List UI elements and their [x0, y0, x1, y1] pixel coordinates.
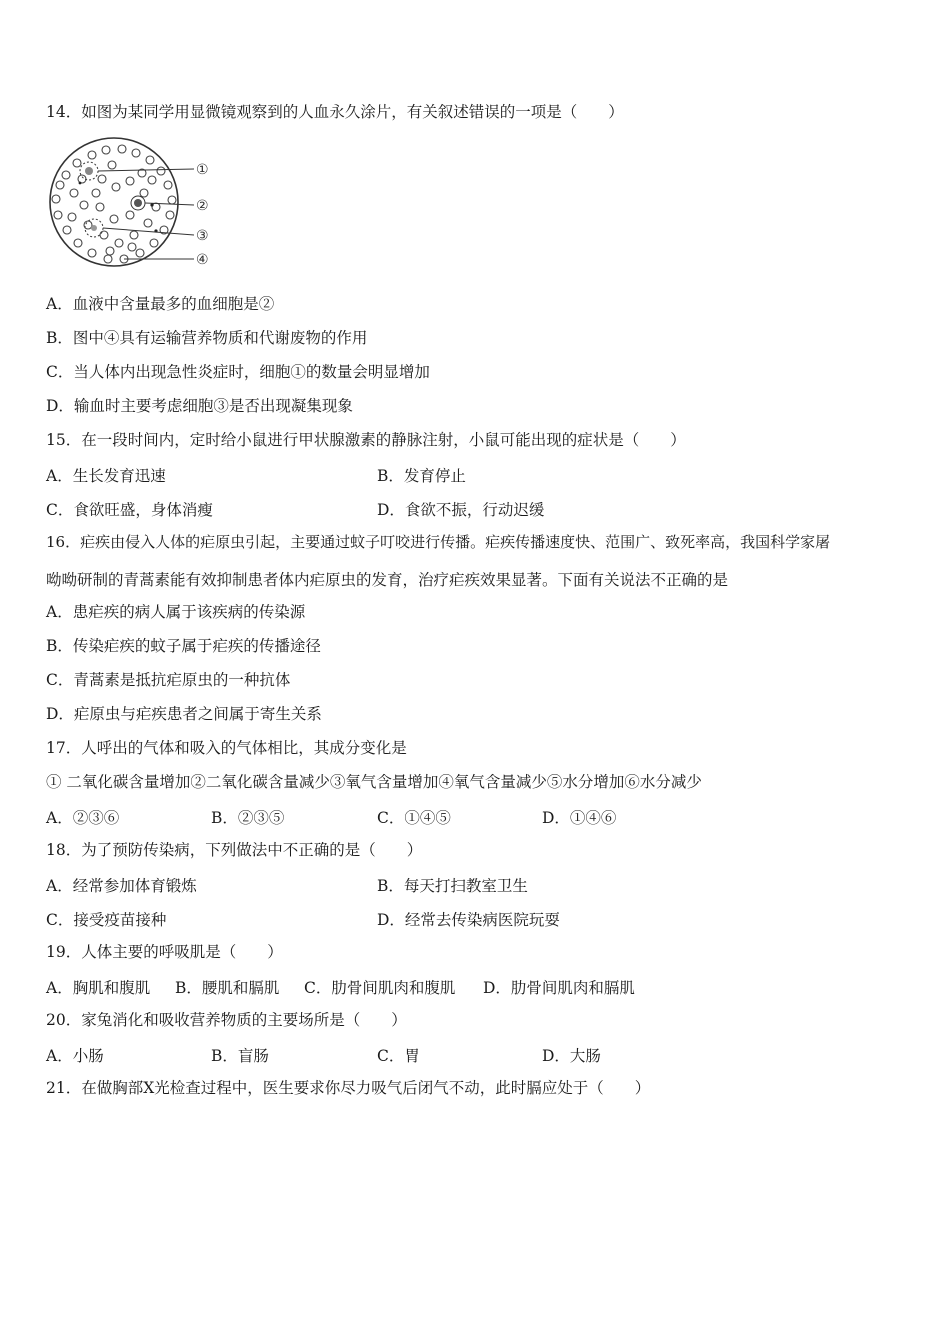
q18-option-d: D．经常去传染病医院玩耍: [377, 911, 560, 929]
q19-option-a: A．胸肌和腹肌: [46, 979, 151, 997]
q18-option-b: B．每天打扫教室卫生: [377, 877, 528, 895]
q19-option-d: D．肋骨间肌肉和膈肌: [483, 979, 635, 997]
figure-label-1: ①: [196, 162, 209, 178]
q15-option-a: A．生长发育迅速: [46, 467, 166, 485]
microscope-field: [50, 138, 178, 266]
q14-option-a: A．血液中含量最多的血细胞是②: [46, 295, 275, 313]
q17-option-a: A．②③⑥: [46, 809, 120, 827]
q19-stem: 19．人体主要的呼吸肌是（ ）: [46, 943, 283, 961]
q17-option-c: C．①④⑤: [377, 809, 451, 827]
q17-option-b: B．②③⑤: [211, 809, 285, 827]
q16-option-b: B．传染疟疾的蚊子属于疟疾的传播途径: [46, 637, 321, 655]
q18-option-a: A．经常参加体育锻炼: [46, 877, 197, 895]
q20-stem: 20．家兔消化和吸收营养物质的主要场所是（ ）: [46, 1011, 407, 1029]
q21-stem: 21．在做胸部X光检查过程中，医生要求你尽力吸气后闭气不动，此时膈应处于（ ）: [46, 1079, 651, 1097]
q20-option-a: A．小肠: [46, 1047, 104, 1065]
q16-stem-line2: 呦呦研制的青蒿素能有效抑制患者体内疟原虫的发育，治疗疟疾效果显著。下面有关说法不正确的是: [46, 571, 729, 589]
q15-option-d: D．食欲不振，行动迟缓: [377, 501, 545, 519]
q14-option-c: C．当人体内出现急性炎症时，细胞①的数量会明显增加: [46, 363, 430, 381]
q19-option-c: C．肋骨间肌肉和腹肌: [304, 979, 456, 997]
figure-label-4: ④: [196, 252, 209, 268]
q18-stem: 18．为了预防传染病，下列做法中不正确的是（ ）: [46, 841, 423, 859]
q18-option-c: C．接受疫苗接种: [46, 911, 167, 929]
q16-option-a: A．患疟疾的病人属于该疾病的传染源: [46, 603, 306, 621]
q16-option-d: D．疟原虫与疟疾患者之间属于寄生关系: [46, 705, 322, 723]
q15-option-b: B．发育停止: [377, 467, 466, 485]
q20-option-b: B．盲肠: [211, 1047, 269, 1065]
q14-option-d: D．输血时主要考虑细胞③是否出现凝集现象: [46, 397, 353, 415]
label-leader-lines: [98, 169, 194, 259]
q17-option-d: D．①④⑥: [542, 809, 617, 827]
q19-option-b: B．腰肌和膈肌: [175, 979, 280, 997]
q17-statement: ① 二氧化碳含量增加②二氧化碳含量减少③氧气含量增加④氧气含量减少⑤水分增加⑥水分减少: [46, 773, 702, 791]
figure-label-3: ③: [196, 228, 209, 244]
figure-label-2: ②: [196, 198, 209, 214]
blood-smear-figure: [44, 135, 224, 275]
q17-stem: 17．人呼出的气体和吸入的气体相比，其成分变化是: [46, 739, 407, 757]
q16-stem-line1: 16．疟疾由侵入人体的疟原虫引起，主要通过蚊子叮咬进行传播。疟疾传播速度快、范围广、致死率高，我国科学家屠: [46, 533, 831, 551]
q15-stem: 15．在一段时间内，定时给小鼠进行甲状腺激素的静脉注射，小鼠可能出现的症状是（ ）: [46, 431, 686, 449]
q14-option-b: B．图中④具有运输营养物质和代谢废物的作用: [46, 329, 368, 347]
q14-stem: 14．如图为某同学用显微镜观察到的人血永久涂片，有关叙述错误的一项是（ ）: [46, 103, 624, 121]
q16-option-c: C．青蒿素是抵抗疟原虫的一种抗体: [46, 671, 291, 689]
q20-option-d: D．大肠: [542, 1047, 601, 1065]
q15-option-c: C．食欲旺盛，身体消瘦: [46, 501, 213, 519]
q20-option-c: C．胃: [377, 1047, 420, 1065]
